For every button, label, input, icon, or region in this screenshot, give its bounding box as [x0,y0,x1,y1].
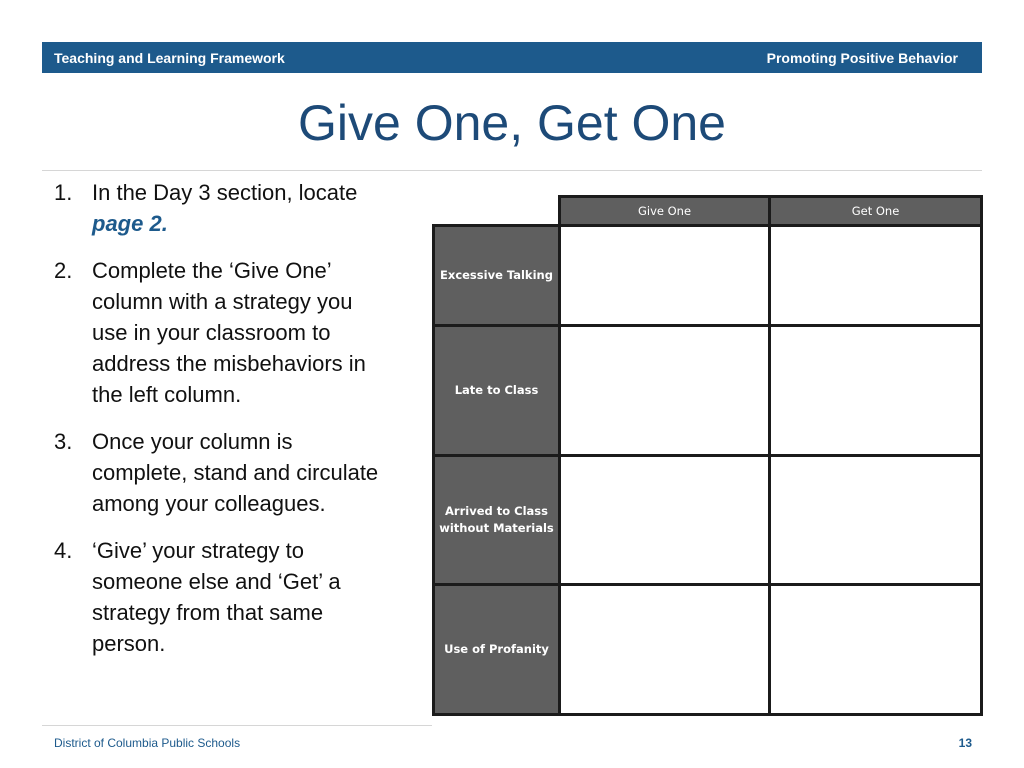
get-one-cell [770,456,982,584]
instruction-list [54,177,394,675]
instruction-text: ‘Give’ your strategy to someone else and ‘Get’ a strategy from that same person. [92,538,341,656]
instruction-item [54,535,394,659]
header-bar [42,42,982,73]
instruction-text: Once your column is complete, stand and circulate among your colleagues. [92,429,379,516]
header-topic-label: Promoting Positive Behavior [766,49,958,66]
give-one-cell [560,326,770,456]
page-title: Give One, Get One [298,95,726,151]
page-number: 13 [958,736,972,750]
table-corner [434,197,560,226]
column-header-get-one: Get One [770,197,982,226]
footer-organization: District of Columbia Public Schools [54,736,241,750]
instruction-number: 2. [54,258,73,283]
get-one-cell [770,226,982,326]
instruction-number: 4. [54,538,73,563]
get-one-cell [770,584,982,714]
give-one-cell [560,584,770,714]
header-framework-label: Teaching and Learning Framework [54,49,285,66]
column-header-give-one: Give One [560,197,770,226]
instruction-item [54,177,394,239]
instruction-text: Complete the ‘Give One’ column with a strategy you use in your classroom to address the misbehaviors in the left column. [92,258,366,407]
instruction-number: 3. [54,429,73,454]
instruction-text: In the Day 3 section, locate [92,180,358,205]
page-reference: page 2. [92,211,168,236]
title-divider [42,170,982,171]
give-one-cell [560,226,770,326]
instruction-number: 1. [54,180,73,205]
get-one-cell [770,326,982,456]
instruction-item [54,255,394,410]
row-header-no-materials: Arrived to Class without Materials [434,456,560,584]
footer-divider [42,725,432,726]
instruction-item [54,426,394,519]
row-header-late-to-class: Late to Class [434,326,560,456]
row-header-excessive-talking: Excessive Talking [434,226,560,326]
give-one-cell [560,456,770,584]
row-header-use-of-profanity: Use of Profanity [434,584,560,714]
give-get-worksheet-table [432,195,980,716]
